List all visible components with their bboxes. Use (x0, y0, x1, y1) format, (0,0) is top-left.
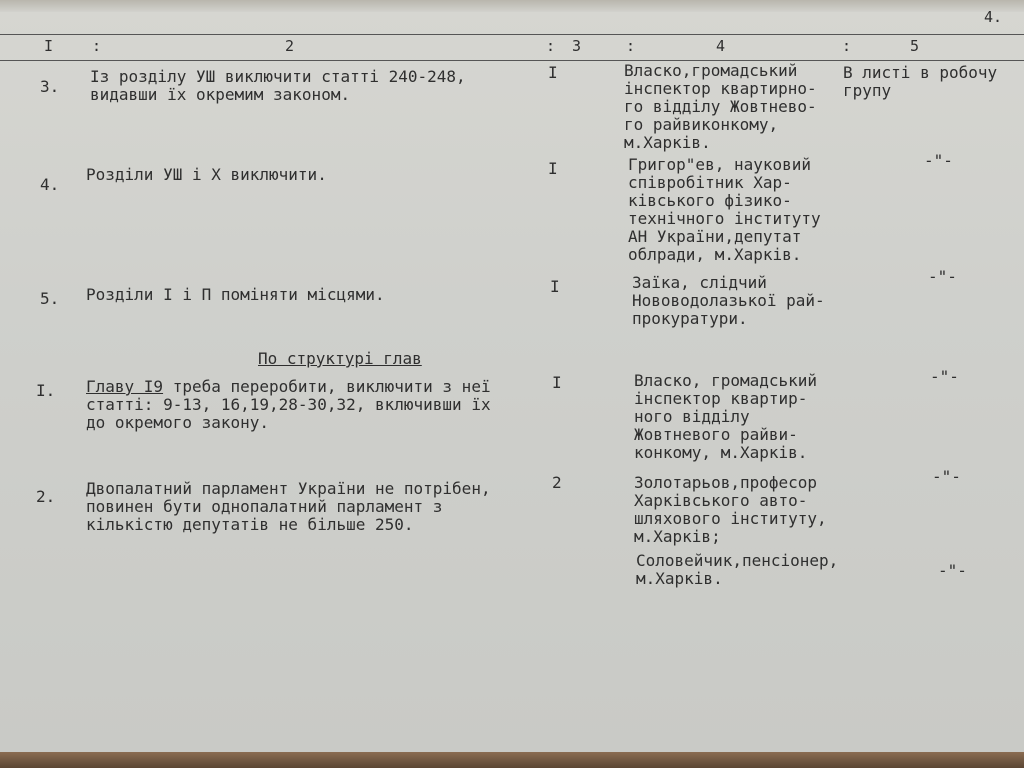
author-line: конкому, м.Харків. (634, 443, 808, 462)
author-line: Григор"ев, науковий (628, 155, 812, 174)
row-text-line: Двопалатний парламент України не потрібен, (86, 479, 491, 498)
ditto-mark: -"- (924, 151, 953, 170)
author-line: ківського фізико- (628, 191, 792, 210)
ditto-mark: -"- (932, 467, 961, 486)
author-line: інспектор квартирно- (624, 79, 817, 98)
row-text-line: кількістю депутатів не більше 250. (86, 515, 414, 534)
ditto-mark: -"- (938, 561, 967, 580)
header-col4: 4 (716, 37, 726, 55)
author-line: ного відділу (634, 407, 750, 426)
author-line: інспектор квартир- (634, 389, 808, 408)
underlined-chapter-ref: Главу I9 (86, 377, 164, 396)
note-line: групу (843, 81, 892, 100)
author-line: Золотарьов,професор (634, 473, 818, 492)
row-count: I (552, 373, 562, 392)
author-line: м.Харків. (636, 569, 723, 588)
author-line: АН України,депутат (628, 227, 802, 246)
bleed-through-texture (100, 118, 620, 348)
row-number: 5. (40, 289, 60, 308)
page-number: 4. (984, 8, 1003, 26)
header-sep2: : (546, 37, 556, 55)
row-text-line: видавши їх окремим законом. (90, 85, 351, 104)
author-line: го райвиконкому, (624, 115, 779, 134)
section-heading: По структурі глав (258, 349, 422, 368)
row-number: 2. (36, 487, 56, 506)
author-line: Нововодолазької рай- (632, 291, 825, 310)
header-col3: 3 (572, 37, 582, 55)
row-number: I. (36, 381, 56, 400)
row-text-line (86, 378, 491, 396)
author-line: м.Харків; (634, 527, 721, 546)
header-bottom-rule (0, 60, 1024, 61)
row-count: I (550, 277, 560, 296)
author-line: співробітник Хар- (628, 173, 792, 192)
author-line: Жовтневого райви- (634, 425, 798, 444)
page-top-edge (0, 0, 1024, 12)
header-col2: 2 (285, 37, 295, 55)
row-text-line: до окремого закону. (86, 413, 270, 432)
author-line: прокуратури. (632, 309, 748, 328)
row-text-line: статті: 9-13, 16,19,28-30,32, включивши їх (86, 395, 491, 414)
row-text-continuation: треба переробити, виключити з неї (163, 377, 491, 396)
author-line: Заїка, слідчий (632, 273, 767, 292)
note-line: В листі в робочу (843, 63, 998, 82)
header-sep4: : (842, 37, 852, 55)
header-sep3: : (626, 37, 636, 55)
row-text-line: повинен бути однопалатний парламент з (86, 497, 443, 516)
author-line: технічного інституту (628, 209, 821, 228)
author-line: Власко,громадський (624, 61, 798, 80)
header-sep1: : (92, 37, 102, 55)
ditto-mark: -"- (928, 267, 957, 286)
row-number: 3. (40, 77, 60, 96)
author-line: Соловейчик,пенсіонер, (636, 551, 839, 570)
author-line: го відділу Жовтнево- (624, 97, 817, 116)
author-line: шляхового інституту, (634, 509, 827, 528)
author-line: Харківського авто- (634, 491, 808, 510)
row-count: 2 (552, 473, 562, 492)
desk-surface (0, 752, 1024, 768)
row-number: 4. (40, 175, 60, 194)
author-line: Власко, громадський (634, 371, 818, 390)
row-count: I (548, 159, 558, 178)
header-col1: I (44, 37, 54, 55)
header-top-rule (0, 34, 1024, 35)
row-count: I (548, 63, 558, 82)
ditto-mark: -"- (930, 367, 959, 386)
row-text-line: Розділи І і П поміняти місцями. (86, 285, 385, 304)
row-text-line: Розділи УШ і Х виключити. (86, 165, 327, 184)
row-text-line: Із розділу УШ виключити статті 240-248, (90, 67, 466, 86)
author-line: м.Харків. (624, 133, 711, 152)
header-col5: 5 (910, 37, 920, 55)
author-line: облради, м.Харків. (628, 245, 802, 264)
